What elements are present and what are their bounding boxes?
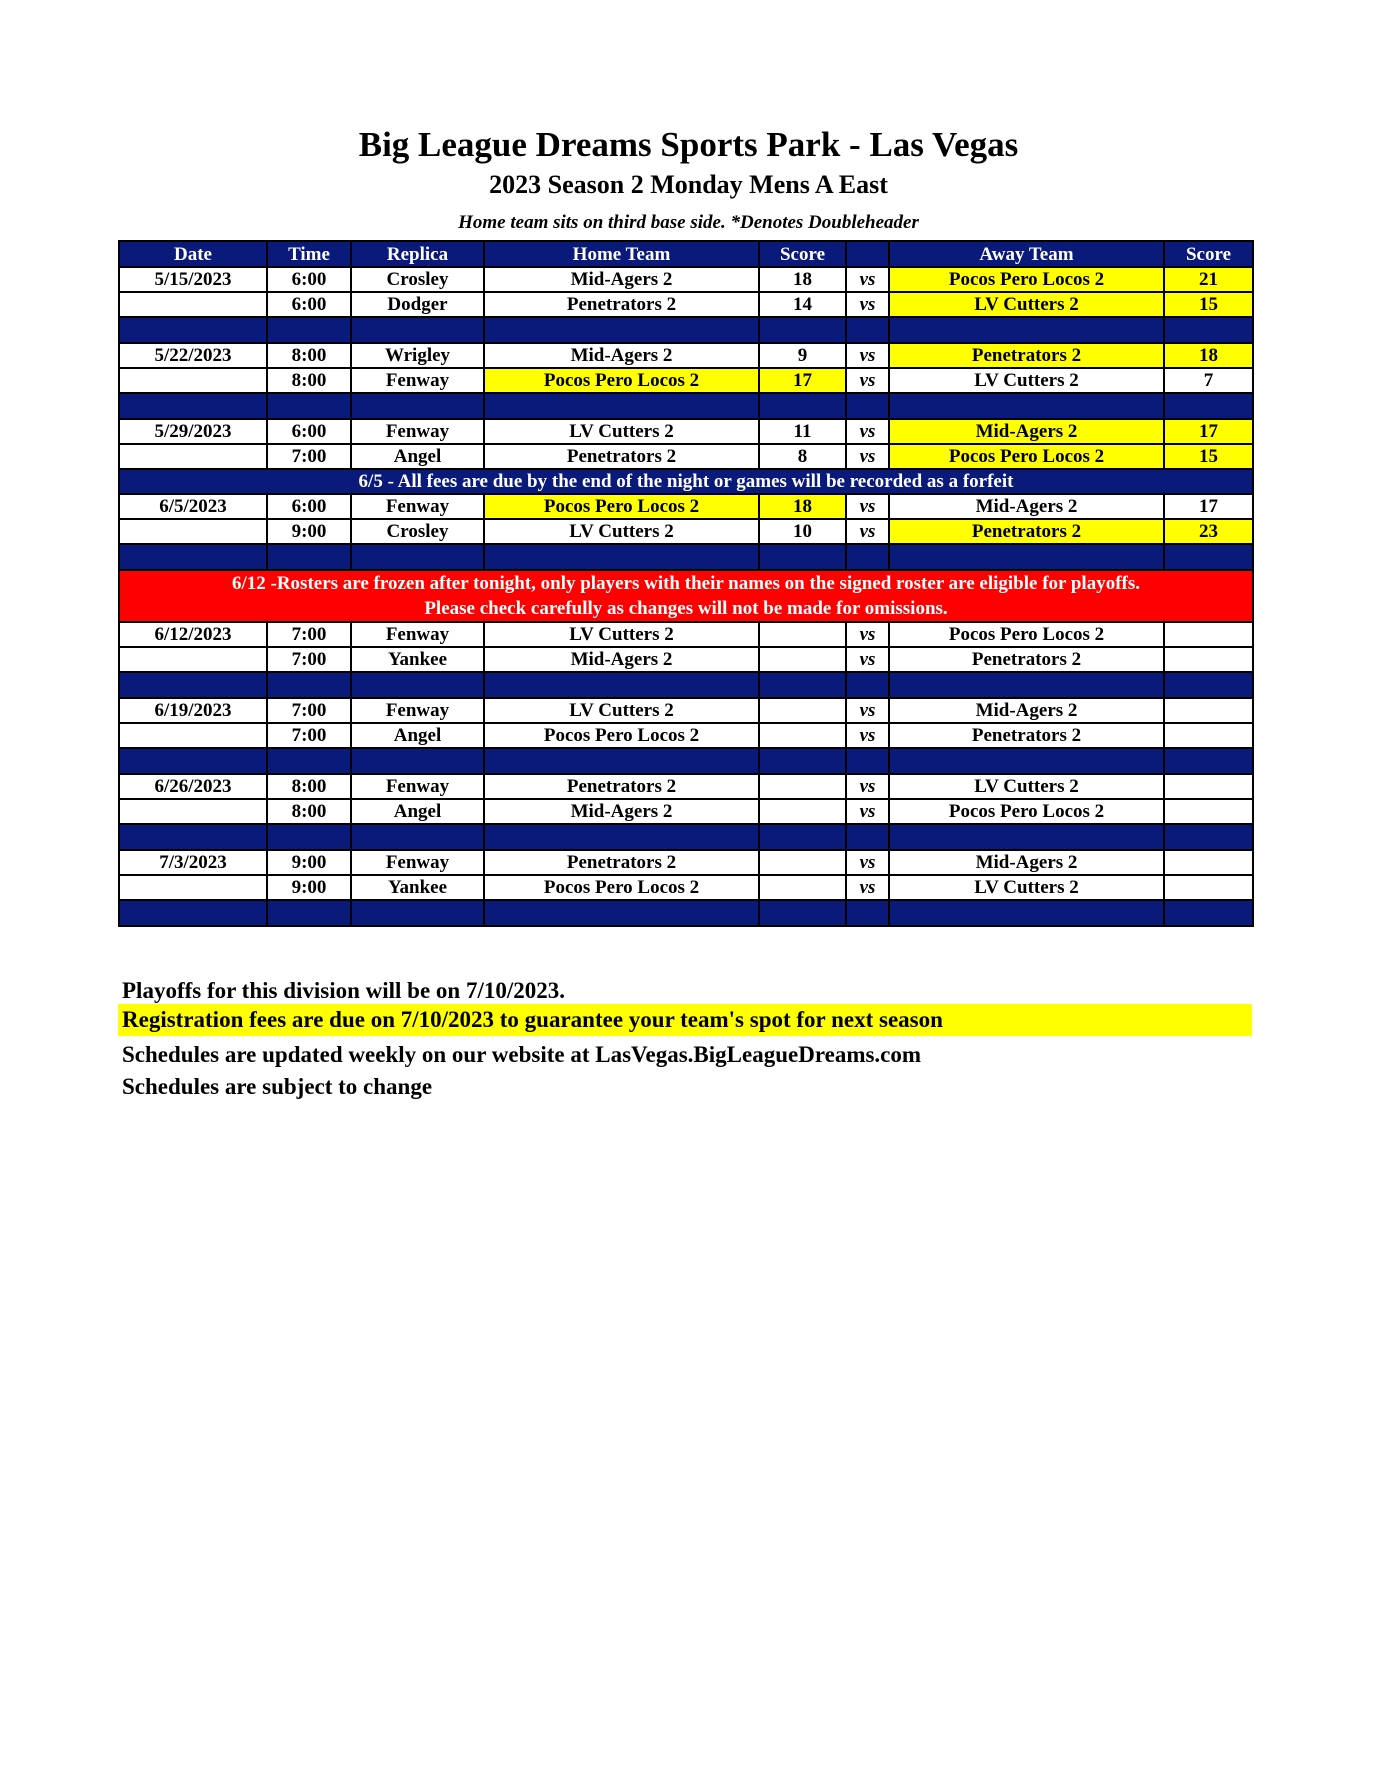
away-score-cell (1164, 647, 1253, 672)
vs-cell: vs (846, 519, 889, 544)
spacer-cell (759, 900, 846, 926)
home-team-cell: Mid-Agers 2 (484, 343, 759, 368)
time-cell: 9:00 (267, 850, 351, 875)
table-row (119, 444, 1253, 469)
away-score-cell: 7 (1164, 368, 1253, 393)
spacer-cell (889, 748, 1164, 774)
spacer-cell (759, 544, 846, 570)
spacer-cell (351, 900, 484, 926)
away-score-cell: 15 (1164, 444, 1253, 469)
spacer-cell (267, 824, 351, 850)
away-team-cell: Penetrators 2 (889, 519, 1164, 544)
table-row (119, 419, 1253, 444)
replica-cell: Fenway (351, 698, 484, 723)
time-cell: 6:00 (267, 494, 351, 519)
away-team-cell: Mid-Agers 2 (889, 419, 1164, 444)
spacer-cell (351, 672, 484, 698)
vs-cell: vs (846, 774, 889, 799)
away-team-cell: LV Cutters 2 (889, 774, 1164, 799)
away-team-cell: Pocos Pero Locos 2 (889, 622, 1164, 647)
spacer-cell (351, 393, 484, 419)
date-cell: 6/12/2023 (119, 622, 267, 647)
replica-cell: Angel (351, 799, 484, 824)
registration-note: Registration fees are due on 7/10/2023 to guarantee your team's spot for next season (118, 1004, 1252, 1036)
spacer-cell (1164, 672, 1253, 698)
away-score-cell: 21 (1164, 267, 1253, 292)
spacer-cell (889, 393, 1164, 419)
spacer-cell (119, 393, 267, 419)
home-team-cell: LV Cutters 2 (484, 519, 759, 544)
vs-cell: vs (846, 799, 889, 824)
home-team-cell: Pocos Pero Locos 2 (484, 368, 759, 393)
away-score-cell (1164, 774, 1253, 799)
home-team-cell: Mid-Agers 2 (484, 799, 759, 824)
vs-cell: vs (846, 292, 889, 317)
spacer-row (119, 748, 1253, 774)
home-score-cell: 14 (759, 292, 846, 317)
spacer-cell (1164, 544, 1253, 570)
spacer-cell (759, 317, 846, 343)
away-score-cell: 17 (1164, 494, 1253, 519)
spacer-cell (1164, 748, 1253, 774)
date-cell (119, 292, 267, 317)
date-cell: 5/29/2023 (119, 419, 267, 444)
away-team-cell: Pocos Pero Locos 2 (889, 444, 1164, 469)
spacer-cell (484, 317, 759, 343)
home-team-cell: LV Cutters 2 (484, 698, 759, 723)
time-cell: 8:00 (267, 343, 351, 368)
table-row (119, 494, 1253, 519)
col-header-home-score: Score (759, 241, 846, 267)
vs-cell: vs (846, 698, 889, 723)
home-score-cell (759, 647, 846, 672)
away-team-cell: Mid-Agers 2 (889, 494, 1164, 519)
table-row (119, 799, 1253, 824)
table-row (119, 774, 1253, 799)
spacer-cell (351, 317, 484, 343)
vs-cell: vs (846, 723, 889, 748)
spacer-row (119, 544, 1253, 570)
replica-cell: Crosley (351, 267, 484, 292)
alert-row (119, 570, 1253, 622)
time-cell: 6:00 (267, 419, 351, 444)
home-team-cell: Penetrators 2 (484, 292, 759, 317)
home-team-cell: Pocos Pero Locos 2 (484, 494, 759, 519)
spacer-cell (267, 544, 351, 570)
table-row (119, 267, 1253, 292)
replica-cell: Fenway (351, 622, 484, 647)
website-note: Schedules are updated weekly on our website at LasVegas.BigLeagueDreams.com (122, 1042, 922, 1067)
spacer-cell (759, 748, 846, 774)
away-team-cell: Pocos Pero Locos 2 (889, 799, 1164, 824)
date-cell: 6/26/2023 (119, 774, 267, 799)
replica-cell: Fenway (351, 850, 484, 875)
time-cell: 7:00 (267, 622, 351, 647)
away-team-cell: LV Cutters 2 (889, 368, 1164, 393)
page-title: Big League Dreams Sports Park - Las Vegas (358, 125, 1019, 164)
time-cell: 6:00 (267, 267, 351, 292)
home-score-cell: 10 (759, 519, 846, 544)
table-row (119, 850, 1253, 875)
time-cell: 8:00 (267, 774, 351, 799)
replica-cell: Crosley (351, 519, 484, 544)
schedule-table (118, 240, 1254, 927)
notice-text: 6/5 - All fees are due by the end of the night or games will be recorded as a forfeit (119, 469, 1253, 494)
col-header-vs (846, 241, 889, 267)
spacer-cell (267, 748, 351, 774)
replica-cell: Fenway (351, 774, 484, 799)
vs-cell: vs (846, 368, 889, 393)
home-score-cell (759, 774, 846, 799)
table-row (119, 723, 1253, 748)
spacer-cell (889, 317, 1164, 343)
page-subtitle: 2023 Season 2 Monday Mens A East (489, 170, 888, 199)
time-cell: 7:00 (267, 444, 351, 469)
col-header-away-team: Away Team (889, 241, 1164, 267)
spacer-cell (484, 748, 759, 774)
replica-cell: Fenway (351, 368, 484, 393)
replica-cell: Yankee (351, 875, 484, 900)
table-row (119, 292, 1253, 317)
spacer-cell (484, 672, 759, 698)
spacer-row (119, 824, 1253, 850)
playoffs-note: Playoffs for this division will be on 7/10/2023. (122, 978, 566, 1003)
spacer-cell (1164, 393, 1253, 419)
table-row (119, 519, 1253, 544)
date-cell (119, 647, 267, 672)
table-row (119, 647, 1253, 672)
spacer-cell (759, 393, 846, 419)
spacer-cell (119, 544, 267, 570)
spacer-cell (889, 900, 1164, 926)
time-cell: 8:00 (267, 799, 351, 824)
spacer-cell (119, 900, 267, 926)
away-score-cell (1164, 799, 1253, 824)
vs-cell: vs (846, 647, 889, 672)
col-header-away-score: Score (1164, 241, 1253, 267)
spacer-cell (484, 544, 759, 570)
home-team-cell: Pocos Pero Locos 2 (484, 723, 759, 748)
replica-cell: Fenway (351, 419, 484, 444)
spacer-cell (846, 317, 889, 343)
replica-cell: Dodger (351, 292, 484, 317)
away-score-cell: 23 (1164, 519, 1253, 544)
away-score-cell (1164, 875, 1253, 900)
table-row (119, 622, 1253, 647)
date-cell: 6/5/2023 (119, 494, 267, 519)
home-team-cell: Penetrators 2 (484, 850, 759, 875)
time-cell: 9:00 (267, 875, 351, 900)
home-score-cell: 17 (759, 368, 846, 393)
home-team-cell: LV Cutters 2 (484, 622, 759, 647)
spacer-cell (267, 672, 351, 698)
away-score-cell: 17 (1164, 419, 1253, 444)
date-cell (119, 444, 267, 469)
time-cell: 7:00 (267, 647, 351, 672)
away-team-cell: Penetrators 2 (889, 647, 1164, 672)
date-cell (119, 519, 267, 544)
home-team-cell: Penetrators 2 (484, 444, 759, 469)
spacer-cell (484, 393, 759, 419)
away-score-cell (1164, 723, 1253, 748)
table-row (119, 343, 1253, 368)
home-team-cell: Mid-Agers 2 (484, 647, 759, 672)
home-score-cell (759, 622, 846, 647)
away-score-cell: 15 (1164, 292, 1253, 317)
home-score-cell: 9 (759, 343, 846, 368)
subject-to-change-note: Schedules are subject to change (122, 1074, 433, 1099)
home-score-cell: 8 (759, 444, 846, 469)
away-score-cell (1164, 622, 1253, 647)
spacer-cell (267, 393, 351, 419)
away-team-cell: Mid-Agers 2 (889, 698, 1164, 723)
alert-line-1: 6/12 -Rosters are frozen after tonight, only players with their names on the signed roster are eligible for playoffs. (231, 573, 1141, 594)
spacer-cell (119, 824, 267, 850)
spacer-cell (759, 672, 846, 698)
spacer-cell (119, 748, 267, 774)
col-header-home-team: Home Team (484, 241, 759, 267)
time-cell: 6:00 (267, 292, 351, 317)
date-cell (119, 875, 267, 900)
spacer-row (119, 317, 1253, 343)
spacer-cell (351, 748, 484, 774)
away-team-cell: LV Cutters 2 (889, 292, 1164, 317)
col-header-time: Time (267, 241, 351, 267)
spacer-cell (846, 900, 889, 926)
home-team-cell: Mid-Agers 2 (484, 267, 759, 292)
spacer-cell (267, 900, 351, 926)
home-team-cell: Pocos Pero Locos 2 (484, 875, 759, 900)
alert-line-2: Please check carefully as changes will not be made for omissions. (424, 598, 948, 619)
spacer-cell (759, 824, 846, 850)
replica-cell: Fenway (351, 494, 484, 519)
date-cell (119, 723, 267, 748)
home-score-cell (759, 723, 846, 748)
spacer-cell (484, 824, 759, 850)
away-team-cell: Mid-Agers 2 (889, 850, 1164, 875)
vs-cell: vs (846, 444, 889, 469)
date-cell: 5/22/2023 (119, 343, 267, 368)
vs-cell: vs (846, 343, 889, 368)
time-cell: 7:00 (267, 723, 351, 748)
home-score-cell (759, 799, 846, 824)
date-cell: 5/15/2023 (119, 267, 267, 292)
date-cell (119, 799, 267, 824)
spacer-cell (1164, 317, 1253, 343)
home-score-cell: 11 (759, 419, 846, 444)
time-cell: 7:00 (267, 698, 351, 723)
spacer-cell (846, 824, 889, 850)
spacer-cell (889, 824, 1164, 850)
date-cell (119, 368, 267, 393)
spacer-cell (889, 672, 1164, 698)
date-cell: 6/19/2023 (119, 698, 267, 723)
spacer-cell (119, 672, 267, 698)
away-score-cell: 18 (1164, 343, 1253, 368)
home-score-cell: 18 (759, 267, 846, 292)
home-score-cell: 18 (759, 494, 846, 519)
replica-cell: Yankee (351, 647, 484, 672)
away-score-cell (1164, 698, 1253, 723)
spacer-row (119, 672, 1253, 698)
replica-cell: Angel (351, 444, 484, 469)
spacer-row (119, 393, 1253, 419)
col-header-date: Date (119, 241, 267, 267)
spacer-cell (846, 544, 889, 570)
spacer-row (119, 900, 1253, 926)
spacer-cell (267, 317, 351, 343)
table-row (119, 875, 1253, 900)
spacer-cell (484, 900, 759, 926)
table-header-row (119, 241, 1253, 267)
spacer-cell (351, 544, 484, 570)
spacer-cell (846, 672, 889, 698)
home-score-cell (759, 698, 846, 723)
table-row (119, 698, 1253, 723)
away-team-cell: Penetrators 2 (889, 723, 1164, 748)
table-row (119, 368, 1253, 393)
replica-cell: Wrigley (351, 343, 484, 368)
time-cell: 8:00 (267, 368, 351, 393)
vs-cell: vs (846, 267, 889, 292)
notice-row (119, 469, 1253, 494)
spacer-cell (846, 748, 889, 774)
home-score-cell (759, 850, 846, 875)
spacer-cell (846, 393, 889, 419)
home-score-cell (759, 875, 846, 900)
spacer-cell (119, 317, 267, 343)
replica-cell: Angel (351, 723, 484, 748)
alert-cell (119, 570, 1253, 622)
date-cell: 7/3/2023 (119, 850, 267, 875)
spacer-cell (351, 824, 484, 850)
spacer-cell (1164, 824, 1253, 850)
time-cell: 9:00 (267, 519, 351, 544)
home-team-cell: LV Cutters 2 (484, 419, 759, 444)
vs-cell: vs (846, 494, 889, 519)
away-team-cell: Penetrators 2 (889, 343, 1164, 368)
vs-cell: vs (846, 622, 889, 647)
header-note: Home team sits on third base side. *Denotes Doubleheader (458, 212, 919, 233)
vs-cell: vs (846, 875, 889, 900)
vs-cell: vs (846, 419, 889, 444)
spacer-cell (1164, 900, 1253, 926)
away-team-cell: Pocos Pero Locos 2 (889, 267, 1164, 292)
home-team-cell: Penetrators 2 (484, 774, 759, 799)
spacer-cell (889, 544, 1164, 570)
vs-cell: vs (846, 850, 889, 875)
away-score-cell (1164, 850, 1253, 875)
away-team-cell: LV Cutters 2 (889, 875, 1164, 900)
col-header-replica: Replica (351, 241, 484, 267)
